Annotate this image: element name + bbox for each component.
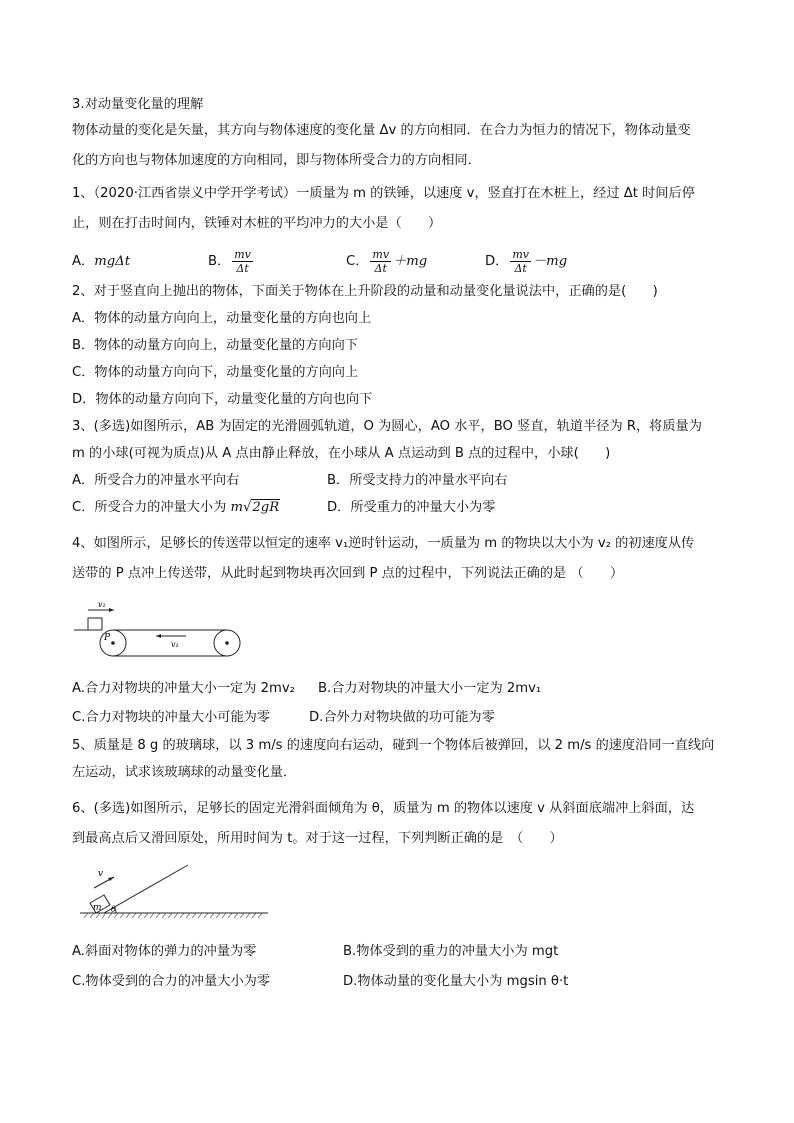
v2-arrowhead (109, 608, 114, 612)
section-paragraph-line: 物体动量的变化是矢量，其方向与物体速度的变化量 Δv 的方向相同．在合力为恒力的情况下，物体动量变 (72, 123, 691, 138)
q3-option-b: B．所受支持力的冲量水平向右 (327, 473, 508, 488)
v1-arrowhead (156, 634, 161, 638)
q6-option-c: C.物体受到的合力的冲量大小为零 (72, 974, 271, 989)
q6-option-b: B.物体受到的重力的冲量大小为 mgt (343, 944, 559, 959)
q4-option-d: D.合外力对物块做的功可能为零 (309, 710, 495, 725)
q6-stem-line: 6、(多选)如图所示，足够长的固定光滑斜面倾角为 θ，质量为 m 的物体以速度 v 从斜面底端冲上斜面，达 (72, 801, 695, 816)
v1-label: v₁ (171, 640, 179, 649)
q4-stem-line: 4、如图所示，足够长的传送带以恒定的速率 v₁逆时针运动，一质量为 m 的物块以大小为 v₂ 的初速度从传 (72, 536, 695, 551)
q1-stem-line: 止，则在打击时间内，铁锤对木桩的平均冲力的大小是（ ） (72, 216, 442, 231)
q6-stem-line: 到最高点后又滑回原处，所用时间为 t。对于这一过程，下列判断正确的是 （ ） (72, 831, 563, 846)
inclined-plane-figure (78, 862, 270, 920)
q1-option-d: D． $\frac{mv}{\Delta t}$ －mg (485, 247, 568, 275)
q4-stem-line: 送带的 P 点冲上传送带，从此时起到物块再次回到 P 点的过程中，下列说法正确的是 （ ） (72, 566, 624, 581)
velocity-label: v (98, 869, 104, 879)
q3-option-c: C．所受合力的冲量大小为 m√2gR (72, 500, 280, 515)
q4-option-a: A.合力对物块的冲量大小一定为 2mv₂ (72, 681, 295, 696)
v2-label: v₂ (98, 600, 106, 609)
q3-option-d: D．所受重力的冲量大小为零 (327, 500, 496, 515)
q1-option-c: C． $\frac{mv}{\Delta t}$ ＋mg (346, 247, 428, 275)
q6-option-d: D.物体动量的变化量大小为 mgsin θ·t (343, 974, 569, 989)
q6-option-a: A.斜面对物体的弹力的冲量为零 (72, 944, 257, 959)
q2-option-d: D．物体的动量方向向下，动量变化量的方向也向下 (72, 392, 373, 407)
conveyor-belt-figure (74, 598, 244, 660)
q1-stem-line: 1、（2020·江西省崇义中学开学考试）一质量为 m 的铁锤，以速度 v，竖直打在木桩上，经过 Δt 时间后停 (72, 186, 695, 201)
q5-stem-line: 左运动，试求该玻璃球的动量变化量． (72, 765, 297, 780)
q2-option-a: A．物体的动量方向向上，动量变化量的方向也向上 (72, 311, 372, 326)
velocity-arrowhead (108, 877, 114, 881)
q1-option-b: B． $\frac{mv}{\Delta t}$ (208, 247, 251, 275)
q2-stem: 2、对于竖直向上抛出的物体，下面关于物体在上升阶段的动量和动量变化量说法中，正确的是( ) (72, 284, 658, 299)
block-mass-label: m (93, 903, 102, 913)
angle-theta-label: θ (111, 905, 116, 914)
section-paragraph-line: 化的方向也与物体加速度的方向相同，即与物体所受合力的方向相同． (72, 153, 481, 168)
right-roller-axle (225, 641, 229, 645)
q3-stem-line: m 的小球(可视为质点)从 A 点由静止释放，在小球从 A 点运动到 B 点的过程中，小球( ) (72, 446, 611, 461)
section-title: 3.对动量变化量的理解 (72, 97, 204, 112)
q3-stem-line: 3、(多选)如图所示，AB 为固定的光滑圆弧轨道，O 为圆心，AO 水平，BO 竖直，轨道半径为 R，将质量为 (72, 419, 702, 434)
q2-option-b: B．物体的动量方向向上，动量变化量的方向向下 (72, 338, 358, 353)
block (88, 618, 102, 630)
q3-option-a: A．所受合力的冲量水平向右 (72, 473, 240, 488)
q1-option-a: A．mgΔt (72, 254, 130, 269)
q5-stem-line: 5、质量是 8 g 的玻璃球，以 3 m/s 的速度向右运动，碰到一个物体后被弹回，以 2 m/s 的速度沿同一直线向 (72, 738, 715, 753)
incline-surface (104, 865, 188, 913)
q4-option-b: B.合力对物块的冲量大小一定为 2mv₁ (318, 681, 542, 696)
point-p-label: P (104, 633, 111, 643)
q4-option-c: C.合力对物块的冲量大小可能为零 (72, 710, 271, 725)
left-roller-axle (111, 641, 115, 645)
q2-option-c: C．物体的动量方向向下，动量变化量的方向向上 (72, 365, 359, 380)
